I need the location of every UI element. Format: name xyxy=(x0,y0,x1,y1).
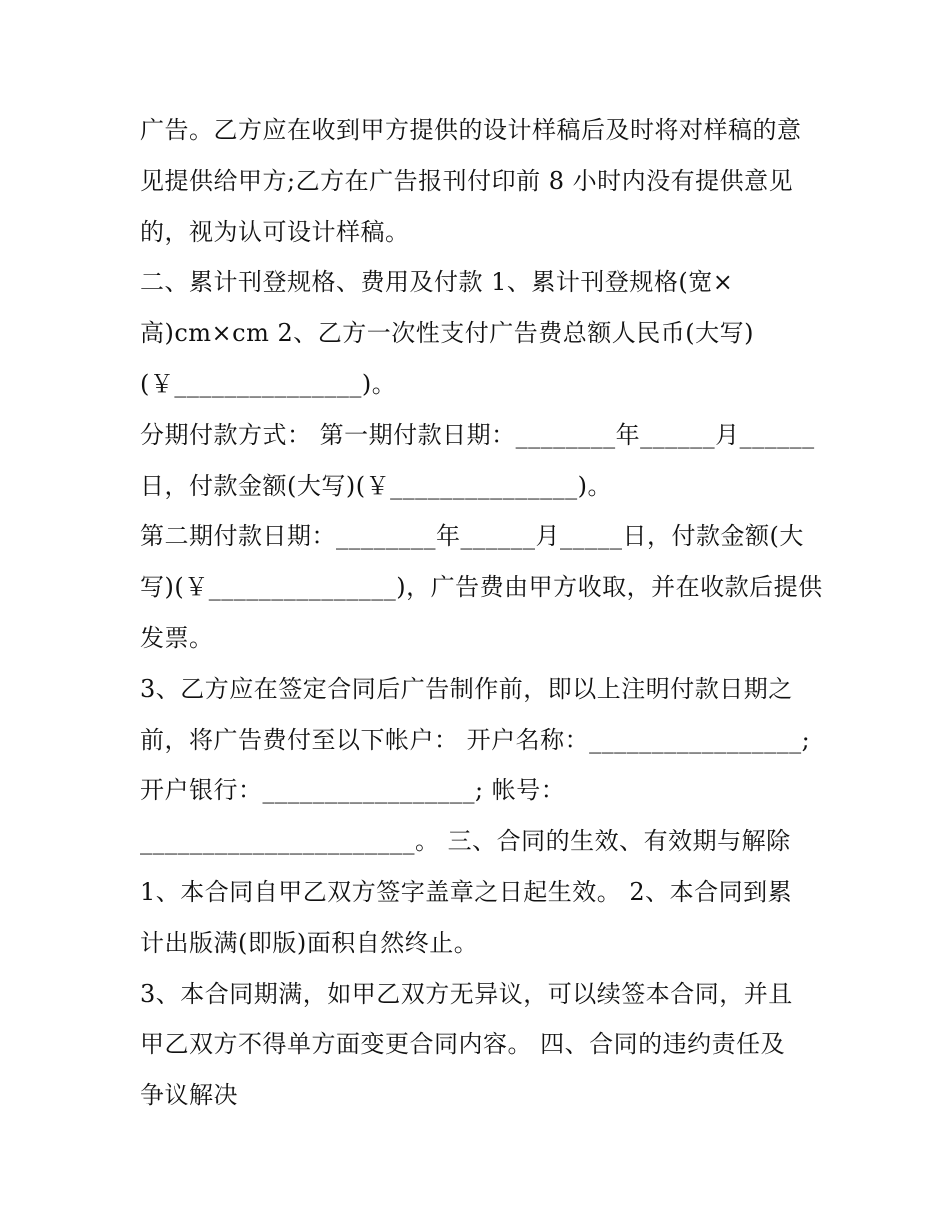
text-line: 第二期付款日期：________年______月_____日，付款金额(大 xyxy=(140,522,804,551)
text-line: 写)(￥_______________)，广告费由甲方收取，并在收款后提供 xyxy=(140,573,823,602)
text-line: 1、本合同自甲乙双方签字盖章之日起生效。 2、本合同到累 xyxy=(140,877,793,906)
text-line: 的，视为认可设计样稿。 xyxy=(140,217,410,246)
text-line: 见提供给甲方;乙方在广告报刊付印前 8 小时内没有提供意见 xyxy=(140,166,794,195)
text-line: 高)cm×cm 2、乙方一次性支付广告费总额人民币(大写) xyxy=(140,319,754,348)
text-line: 日，付款金额(大写)(￥_______________)。 xyxy=(140,471,612,500)
text-line: ______________________。 三、合同的生效、有效期与解除 xyxy=(140,827,791,856)
text-line: 3、乙方应在签定合同后广告制作前，即以上注明付款日期之 xyxy=(140,674,793,703)
document-page xyxy=(140,105,830,1121)
text-line: (￥_______________)。 xyxy=(140,369,397,398)
text-line: 争议解决 xyxy=(140,1081,238,1110)
text-line: 前，将广告费付至以下帐户： 开户名称：_________________; xyxy=(140,725,811,754)
text-line: 广告。乙方应在收到甲方提供的设计样稿后及时将对样稿的意 xyxy=(140,116,802,144)
text-line: 二、累计刊登规格、费用及付款 1、累计刊登规格(宽× xyxy=(140,268,734,297)
text-line: 开户银行：_________________; 帐号： xyxy=(140,776,566,805)
text-line: 3、本合同期满，如甲乙双方无异议，可以续签本合同，并且 xyxy=(140,979,793,1008)
text-line: 发票。 xyxy=(140,623,214,652)
text-line: 计出版满(即版)面积自然终止。 xyxy=(140,928,479,957)
text-line: 分期付款方式： 第一期付款日期：________年______月______ xyxy=(140,420,815,449)
text-line: 甲乙双方不得单方面变更合同内容。 四、合同的违约责任及 xyxy=(140,1030,786,1059)
